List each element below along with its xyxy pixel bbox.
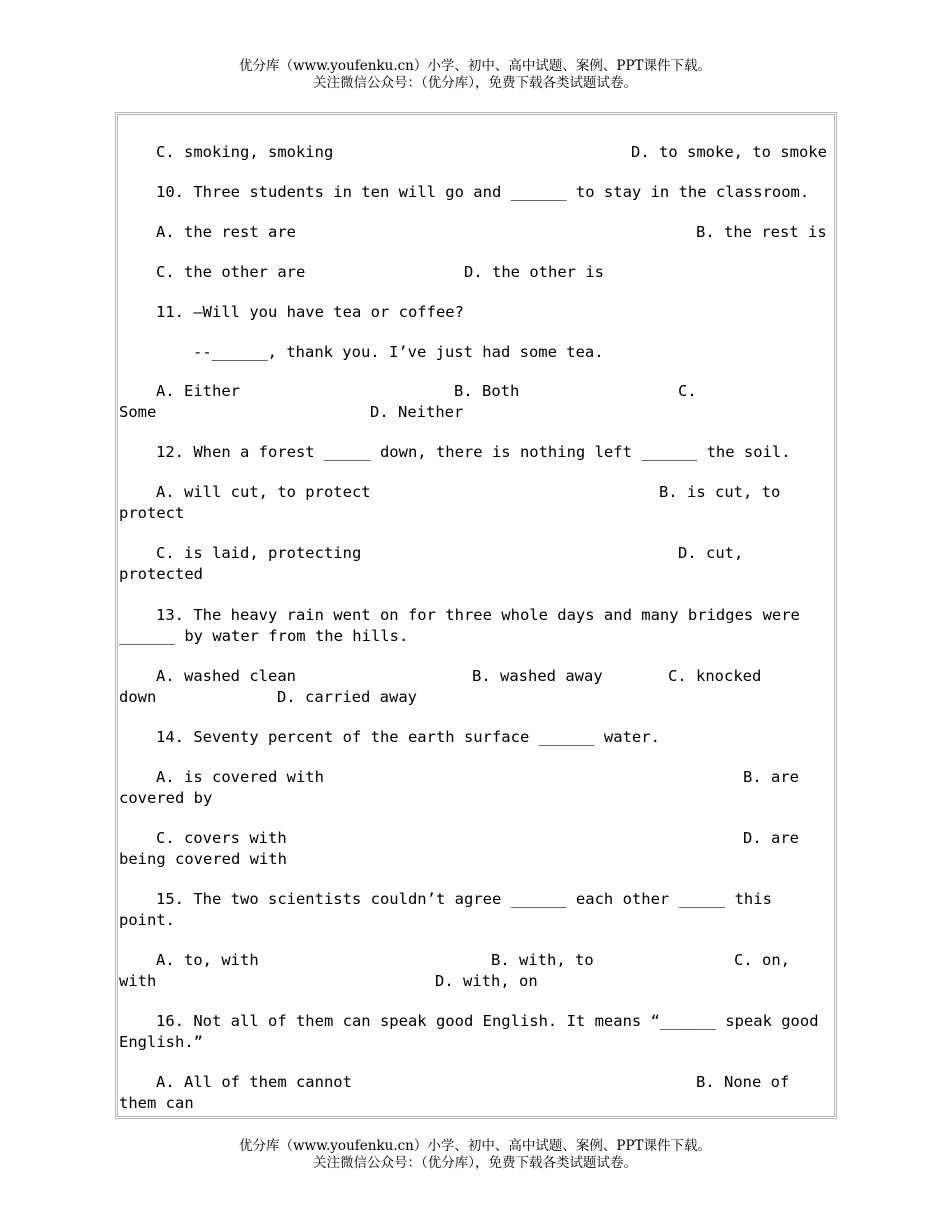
q14-option-b: B. are	[743, 768, 799, 786]
q11-option-a: A. Either	[156, 382, 240, 400]
q11-option-d: D. Neither	[370, 403, 464, 421]
q11-option-c: C.	[678, 382, 697, 400]
q13-stem-line-2: ______ by water from the hills.	[119, 627, 409, 645]
q13-option-a: A. washed clean	[156, 667, 296, 685]
q14-stem: 14. Seventy percent of the earth surface ______ water.	[156, 728, 660, 746]
q16-option-a: A. All of them cannot	[156, 1073, 352, 1091]
footer-line-1: 优分库（www.youfenku.cn）小学、初中、高中试题、案例、PPT课件下载。	[238, 1138, 712, 1154]
q15-option-a: A. to, with	[156, 951, 259, 969]
q12-option-b: B. is cut, to	[659, 483, 781, 501]
q12-option-d-continued: protected	[119, 565, 203, 583]
question-frame	[115, 112, 837, 1119]
page-header	[0, 58, 950, 92]
q16-option-b: B. None of	[696, 1073, 790, 1091]
q10-option-a: A. the rest are	[156, 223, 296, 241]
q9-option-d: D. to smoke, to smoke	[631, 143, 827, 161]
q9-option-c: C. smoking, smoking	[156, 143, 334, 161]
page-footer	[0, 1138, 950, 1172]
q12-option-b-continued: protect	[119, 504, 185, 522]
q13-option-b: B. washed away	[472, 667, 603, 685]
q15-stem-line-1: 15. The two scientists couldn’t agree ______ each other _____ this	[156, 890, 772, 908]
q16-option-b-continued: them can	[119, 1094, 194, 1112]
q12-option-c: C. is laid, protecting	[156, 544, 362, 562]
q10-option-b: B. the rest is	[696, 223, 827, 241]
q15-option-c-continued: with	[119, 972, 157, 990]
q10-option-c: C. the other are	[156, 263, 306, 281]
q16-stem-line-1: 16. Not all of them can speak good English. It means “______ speak good	[156, 1012, 819, 1030]
header-line-1: 优分库（www.youfenku.cn）小学、初中、高中试题、案例、PPT课件下载。	[238, 58, 712, 74]
q15-option-c: C. on,	[734, 951, 790, 969]
q13-option-c-continued: down	[119, 688, 157, 706]
q16-stem-line-2: English.”	[119, 1033, 203, 1051]
q12-option-d: D. cut,	[678, 544, 744, 562]
q11-option-b: B. Both	[454, 382, 520, 400]
q15-option-b: B. with, to	[491, 951, 594, 969]
q15-stem-line-2: point.	[119, 911, 175, 929]
q13-stem-line-1: 13. The heavy rain went on for three whole days and many bridges were	[156, 606, 800, 624]
header-line-2: 关注微信公众号：（优分库），免费下载各类试题试卷。	[313, 75, 637, 91]
q14-option-c: C. covers with	[156, 829, 287, 847]
q10-stem: 10. Three students in ten will go and ______ to stay in the classroom.	[156, 183, 810, 201]
q15-option-d: D. with, on	[435, 972, 538, 990]
q13-option-d: D. carried away	[277, 688, 417, 706]
q14-option-d-continued: being covered with	[119, 850, 287, 868]
q14-option-d: D. are	[743, 829, 799, 847]
footer-line-2: 关注微信公众号：（优分库），免费下载各类试题试卷。	[313, 1155, 637, 1171]
q14-option-b-continued: covered by	[119, 789, 213, 807]
q14-option-a: A. is covered with	[156, 768, 324, 786]
q13-option-c: C. knocked	[668, 667, 762, 685]
q11-stem: 11. —Will you have tea or coffee?	[156, 303, 464, 321]
q12-stem: 12. When a forest _____ down, there is nothing left ______ the soil.	[156, 443, 791, 461]
q10-option-d: D. the other is	[464, 263, 604, 281]
q11-reply: --______, thank you. I’ve just had some tea.	[193, 343, 604, 361]
q12-option-a: A. will cut, to protect	[156, 483, 371, 501]
q11-option-c-continued: Some	[119, 403, 157, 421]
